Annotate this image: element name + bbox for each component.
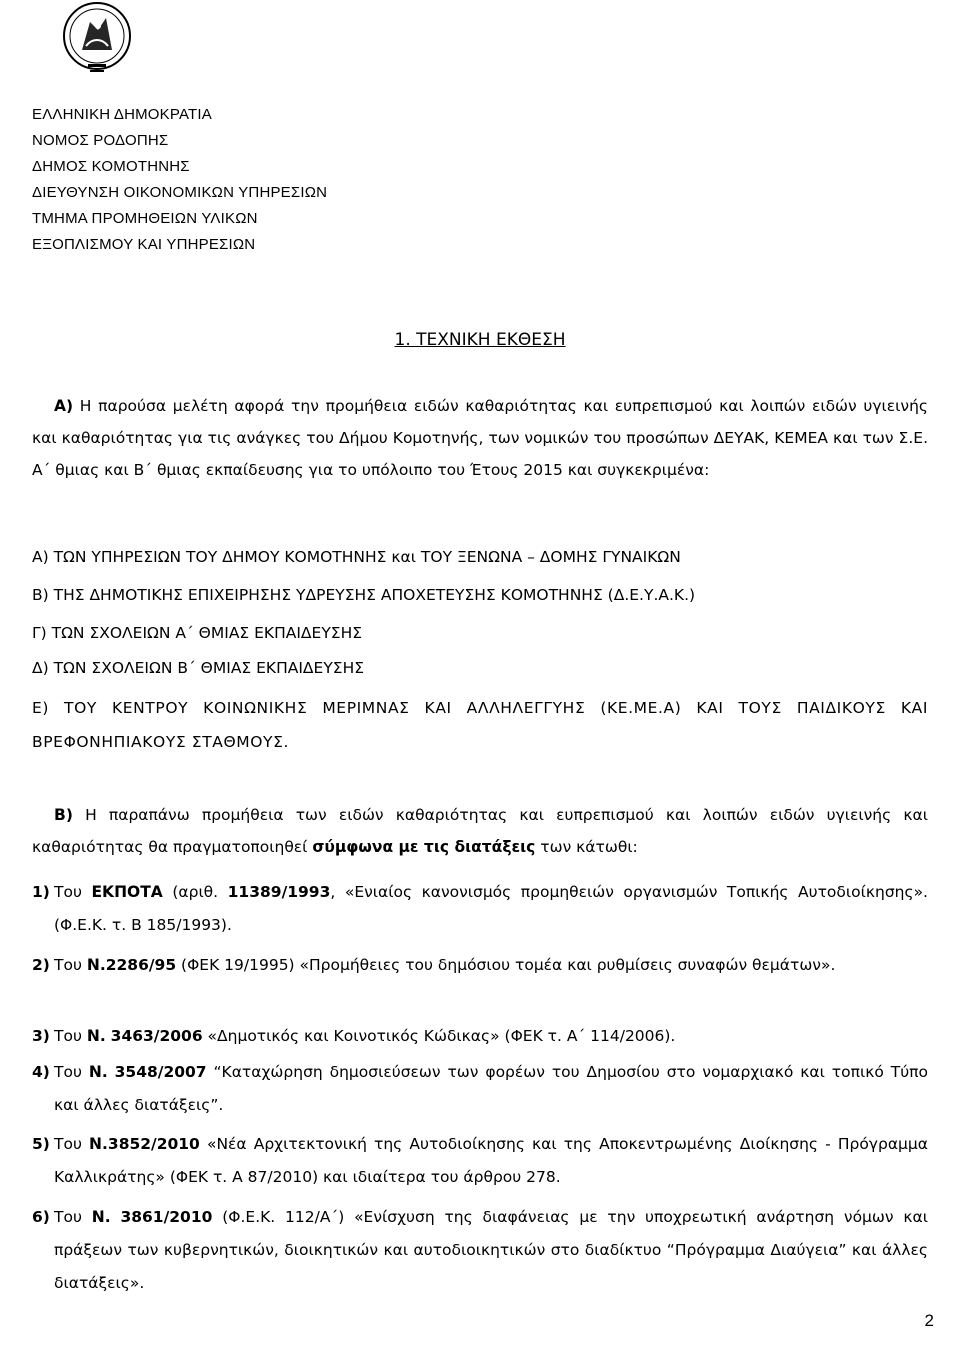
provision-item	[32, 949, 928, 982]
provision-bold: Ν.	[91, 1208, 111, 1226]
provision-text: Του	[54, 1135, 90, 1153]
provision-law-number: 2286/95	[105, 956, 177, 974]
provision-text: Του	[54, 1208, 92, 1226]
provision-text: “Καταχώρηση δημοσιεύσεων των φορέων του Δημοσίου στο νομαρχιακό και τοπικό Τύπο και άλλες διατάξεις”.	[54, 1063, 928, 1114]
provision-text: «Δημοτικός και Κοινοτικός Κώδικας» (ΦΕΚ τ. Α΄ 114/2006).	[202, 1027, 676, 1045]
list-item: Ε) ΤΟΥ ΚΕΝΤΡΟΥ ΚΟΙΝΩΝΙΚΗΣ ΜΕΡΙΜΝΑΣ ΚΑΙ ΑΛΛΗΛΕΓΓΥΗΣ (ΚΕ.ΜΕ.Α) ΚΑΙ ΤΟΥΣ ΠΑΙΔΙΚΟΥΣ ΚΑΙ ΒΡΕΦΟΝΗΠΙΑΚΟΥΣ ΣΤΑΘΜΟΥΣ.	[32, 699, 928, 751]
provision-bold: Ν.	[86, 1027, 106, 1045]
provision-text: Του	[54, 883, 92, 901]
provision-text: (ΦΕΚ 19/1995) «Προμήθειες του δημόσιου τομέα και ρυθμίσεις συναφών θεμάτων».	[176, 956, 836, 974]
municipality-seal-logo	[62, 0, 132, 82]
provision-bold: Ν.	[86, 956, 106, 974]
provision-number: 6)	[32, 1208, 50, 1226]
provision-law-number: 3463/2006	[110, 1027, 203, 1045]
issuer-header	[32, 102, 327, 258]
provision-number: 2)	[32, 956, 50, 974]
provision-bold: ΕΚΠΟΤΑ	[91, 883, 163, 901]
provision-text: «Νέα Αρχιτεκτονική της Αυτοδιοίκησης και της Αποκεντρωμένης Διοίκησης - Πρόγραμμα Καλλικράτης» (ΦΕΚ τ. Α 87/2010) και ιδιαίτερα του άρθρου 278.	[54, 1135, 928, 1186]
list-item: Β) ΤΗΣ ΔΗΜΟΤΙΚΗΣ ΕΠΙΧΕΙΡΗΣΗΣ ΥΔΡΕΥΣΗΣ ΑΠΟΧΕΤΕΥΣΗΣ ΚΟΜΟΤΗΝΗΣ (Δ.Ε.Υ.Α.Κ.)	[32, 586, 696, 604]
section-a-label: Α)	[54, 397, 74, 415]
provision-bold: Ν.	[89, 1135, 108, 1153]
header-line: ΕΛΛΗΝΙΚΗ ΔΗΜΟΚΡΑΤΙΑ	[32, 106, 212, 123]
provision-item	[32, 876, 928, 942]
provision-number: 1)	[32, 883, 50, 901]
section-b-paragraph	[32, 799, 928, 863]
provision-item	[32, 1201, 928, 1300]
provision-law-number: 11389/1993	[227, 883, 331, 901]
section-b-text: Η παραπάνω προμήθεια των ειδών καθαριότητας και ευπρεπισμού και λοιπών ειδών υγιεινής και καθαριότητας θα πραγματοποιηθεί	[32, 806, 928, 856]
provision-number: 5)	[32, 1135, 50, 1153]
header-line: ΔΙΕΥΘΥΝΣΗ ΟΙΚΟΝΟΜΙΚΩΝ ΥΠΗΡΕΣΙΩΝ	[32, 184, 328, 201]
section-b-label: Β)	[54, 806, 73, 824]
list-item: Α) ΤΩΝ ΥΠΗΡΕΣΙΩΝ ΤΟΥ ΔΗΜΟΥ ΚΟΜΟΤΗΝΗΣ και ΤΟΥ ΞΕΝΩΝΑ – ΔΟΜΗΣ ΓΥΝΑΙΚΩΝ	[32, 548, 681, 566]
provision-law-number: 3548/2007	[114, 1063, 207, 1081]
provision-text: Του	[54, 1063, 89, 1081]
list-item: Δ) ΤΩΝ ΣΧΟΛΕΙΩΝ Β΄ ΘΜΙΑΣ ΕΚΠΑΙΔΕΥΣΗΣ	[32, 659, 365, 677]
section-title	[0, 330, 960, 350]
section-a-paragraph	[32, 390, 928, 486]
provision-law-number: 3852/2010	[107, 1135, 200, 1153]
provision-item	[32, 1020, 928, 1053]
section-b-bold-text: σύμφωνα με τις διατάξεις	[312, 838, 536, 856]
provision-text: Του	[54, 1027, 87, 1045]
section-a-text: Η παρούσα μελέτη αφορά την προμήθεια ειδών καθαριότητας και ευπρεπισμού και λοιπών ειδών υγιεινής και καθαριότητας για τις ανάγκες του Δήμου Κομοτηνής, των νομικών του προσώπων ΔΕΥΑΚ, ΚΕΜΕΑ και των Σ.Ε. Α΄ θμιας και Β΄ θμιας εκπαίδευσης για το υπόλοιπο του Έτους 2015 και συγκεκριμένα:	[32, 397, 928, 479]
header-line: ΝΟΜΟΣ ΡΟΔΟΠΗΣ	[32, 132, 169, 149]
section-title-text: 1. ΤΕΧΝΙΚΗ ΕΚΘΕΣΗ	[394, 330, 566, 350]
header-line: ΕΞΟΠΛΙΣΜΟΥ ΚΑΙ ΥΠΗΡΕΣΙΩΝ	[32, 236, 256, 253]
provision-item	[32, 1128, 928, 1194]
provision-text	[108, 1063, 115, 1081]
section-b-text-end: των κάτωθι:	[535, 838, 638, 856]
provision-text: (Φ.Ε.Κ. 112/Α΄) «Ενίσχυση της διαφάνειας με την υποχρεωτική ανάρτηση νόμων και πράξεων των κυβερνητικών, διοικητικών και αυτοδιοικητικών στο διαδίκτυο “Πρόγραμμα Διαύγεια” και άλλες διατάξεις».	[54, 1208, 928, 1292]
list-item: Γ) ΤΩΝ ΣΧΟΛΕΙΩΝ Α΄ ΘΜΙΑΣ ΕΚΠΑΙΔΕΥΣΗΣ	[32, 624, 363, 642]
provision-text: (αριθ.	[162, 883, 228, 901]
provision-text: Του	[54, 956, 87, 974]
provision-bold: Ν.	[88, 1063, 108, 1081]
header-line: ΔΗΜΟΣ ΚΟΜΟΤΗΝΗΣ	[32, 158, 190, 175]
provision-text	[111, 1208, 121, 1226]
page-number: 2	[924, 1311, 934, 1330]
provision-number: 3)	[32, 1027, 50, 1045]
provision-law-number: 3861/2010	[120, 1208, 213, 1226]
provision-number: 4)	[32, 1063, 50, 1081]
provision-text: , «Ενιαίος κανονισμός προμηθειών οργανισμών Τοπικής Αυτοδιοίκησης». (Φ.Ε.Κ. τ. Β 185/1993).	[54, 883, 928, 934]
provision-item	[32, 1056, 928, 1122]
header-line: ΤΜΗΜΑ ΠΡΟΜΗΘΕΙΩΝ ΥΛΙΚΩΝ	[32, 210, 258, 227]
